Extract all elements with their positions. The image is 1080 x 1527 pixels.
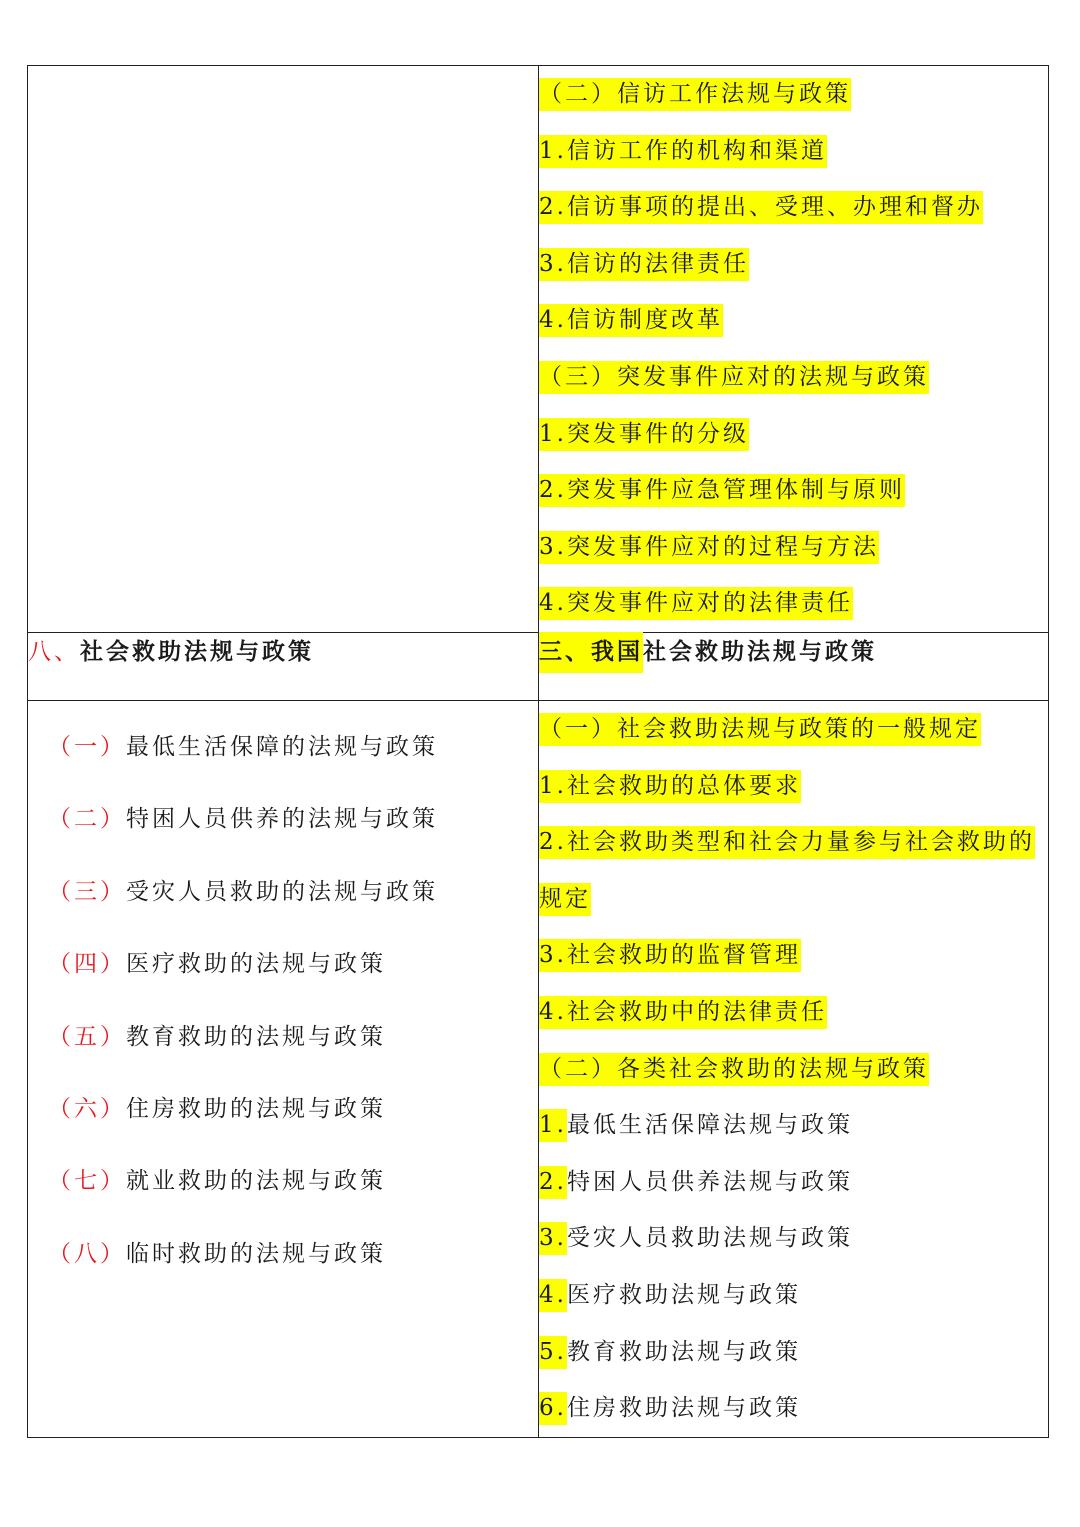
list-item: （五）教育救助的法规与政策 bbox=[48, 1023, 386, 1050]
list-item: 3.受灾人员救助法规与政策 bbox=[539, 1210, 1048, 1267]
list-item: （三）受灾人员救助的法规与政策 bbox=[48, 878, 438, 905]
section-title-right: 三、我国社会救助法规与政策 bbox=[539, 633, 1049, 701]
list-item: 6.住房救助法规与政策 bbox=[539, 1380, 1048, 1437]
right-cell bbox=[539, 701, 1049, 1438]
list-item: （二）特困人员供养的法规与政策 bbox=[48, 806, 438, 833]
list-item: 4.医疗救助法规与政策 bbox=[539, 1267, 1048, 1324]
empty-cell bbox=[28, 66, 539, 633]
list-item: 2.特困人员供养法规与政策 bbox=[539, 1154, 1048, 1211]
list-item: （七）就业救助的法规与政策 bbox=[48, 1168, 386, 1195]
list-item: 5.教育救助法规与政策 bbox=[539, 1324, 1048, 1381]
list-item: （四）医疗救助的法规与政策 bbox=[48, 951, 386, 978]
list-item: 2.社会救助类型和社会力量参与社会救助的 bbox=[539, 814, 1048, 871]
list-item: 2.突发事件应急管理体制与原则 bbox=[539, 462, 1048, 519]
table-row bbox=[28, 66, 1049, 633]
section-title-left: 八、社会救助法规与政策 bbox=[28, 633, 539, 701]
list-item: 1.突发事件的分级 bbox=[539, 406, 1048, 463]
left-cell bbox=[28, 701, 539, 1438]
list-item: 3.信访的法律责任 bbox=[539, 236, 1048, 293]
list-item: （二）各类社会救助的法规与政策 bbox=[539, 1041, 1048, 1098]
table-row bbox=[28, 701, 1049, 1438]
document-page bbox=[27, 65, 1048, 1438]
section-header-row bbox=[28, 633, 1049, 701]
list-item: （一）最低生活保障的法规与政策 bbox=[48, 734, 438, 760]
list-item: 2.信访事项的提出、受理、办理和督办 bbox=[539, 179, 1048, 236]
list-item: （六）住房救助的法规与政策 bbox=[48, 1095, 386, 1122]
list-item: 3.突发事件应对的过程与方法 bbox=[539, 519, 1048, 576]
list-item: 1.最低生活保障法规与政策 bbox=[539, 1097, 1048, 1154]
list-item: 1.信访工作的机构和渠道 bbox=[539, 123, 1048, 180]
list-item: 规定 bbox=[539, 871, 1048, 928]
list-item: （八）临时救助的法规与政策 bbox=[48, 1240, 386, 1267]
list-item: 1.社会救助的总体要求 bbox=[539, 758, 1048, 815]
list-item: （二）信访工作法规与政策 bbox=[539, 66, 1048, 123]
outline-table bbox=[27, 65, 1049, 1438]
list-item: （一）社会救助法规与政策的一般规定 bbox=[539, 701, 1048, 758]
list-item: （三）突发事件应对的法规与政策 bbox=[539, 349, 1048, 406]
list-item: 4.社会救助中的法律责任 bbox=[539, 984, 1048, 1041]
list-item: 4.信访制度改革 bbox=[539, 292, 1048, 349]
right-cell bbox=[539, 66, 1049, 633]
list-item: 3.社会救助的监督管理 bbox=[539, 927, 1048, 984]
list-item: 4.突发事件应对的法律责任 bbox=[539, 575, 1048, 632]
